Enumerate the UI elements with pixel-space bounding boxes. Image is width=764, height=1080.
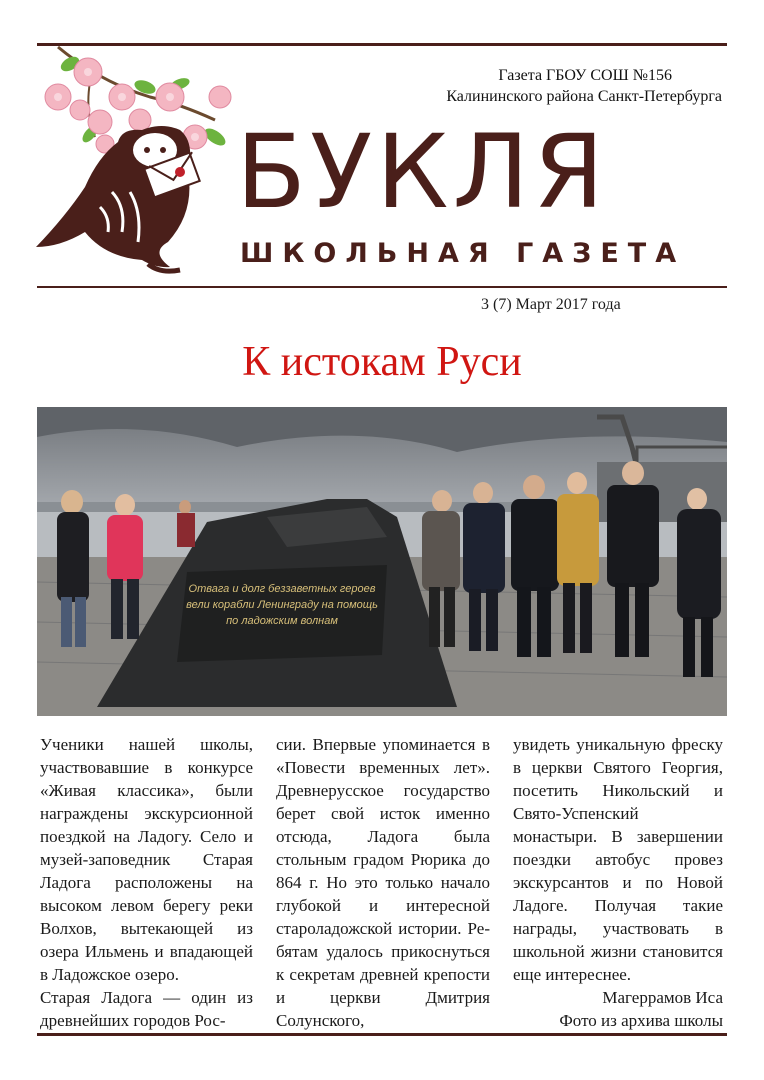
district-name: Калининского района Санкт-Петербурга <box>446 88 722 105</box>
article-body <box>37 733 727 1033</box>
photo-credit: Фото из архива школы <box>559 1011 723 1030</box>
article-column-2 <box>276 733 490 1032</box>
plaque-text-3: по ладожским волнам <box>226 615 338 627</box>
article-paragraph: сии. Впервые упоминается в «Повести временных лет». Древнерусское государство берет свой исток именно отсюда, Ладога была стольным градом Рюрика до 864 г. Но это только начало глубокой и интересной староладожской истории. Ребятам удалось прикоснуться к секретам древней крепости и церкви Дмитрия Солунского, <box>276 735 490 1030</box>
owl-icon <box>36 126 190 271</box>
issue-info: 3 (7) Март 2017 года <box>481 296 621 313</box>
header-rule <box>37 286 727 288</box>
owl-logo <box>30 42 240 282</box>
article-headline: К истокам Руси <box>242 339 522 385</box>
bottom-rule <box>37 1033 727 1036</box>
school-name: Газета ГБОУ СОШ №156 <box>498 67 672 84</box>
article-paragraph: Старая Ладога — один из древнейших городов Рос- <box>40 988 253 1030</box>
article-column-3 <box>513 733 723 1032</box>
newspaper-subtitle: ШКОЛЬНАЯ ГАЗЕТА <box>240 238 686 269</box>
plaque-text-2: вели корабли Ленинграду на помощь <box>186 599 378 611</box>
article-author: Магеррамов Иса <box>602 988 723 1007</box>
newspaper-title: БУКЛЯ <box>236 113 609 232</box>
article-paragraph: увидеть уникальную фреску в церкви Святого Георгия, посетить Никольский и Свято-Успенский монастыри. В завершении поездки автобус провез экскурсантов и по Новой Ладоге. Получая такие награды, участвовать в школьной жизни становится еще интереснее. <box>513 735 723 984</box>
article-column-1 <box>40 733 253 1032</box>
article-photo <box>37 407 727 716</box>
article-paragraph: Ученики нашей школы, участвовавшие в конкурсе «Живая классика», были награждены экскурсионной поездкой на Ладогу. Село и музей-заповедник Старая Ладога расположены на высоком левом берегу реки Волхов, вытекающей из озера Ильмень и впадающей в Ладожское озеро. <box>40 735 253 984</box>
plaque-text-1: Отвага и долг беззаветных героев <box>188 583 376 595</box>
